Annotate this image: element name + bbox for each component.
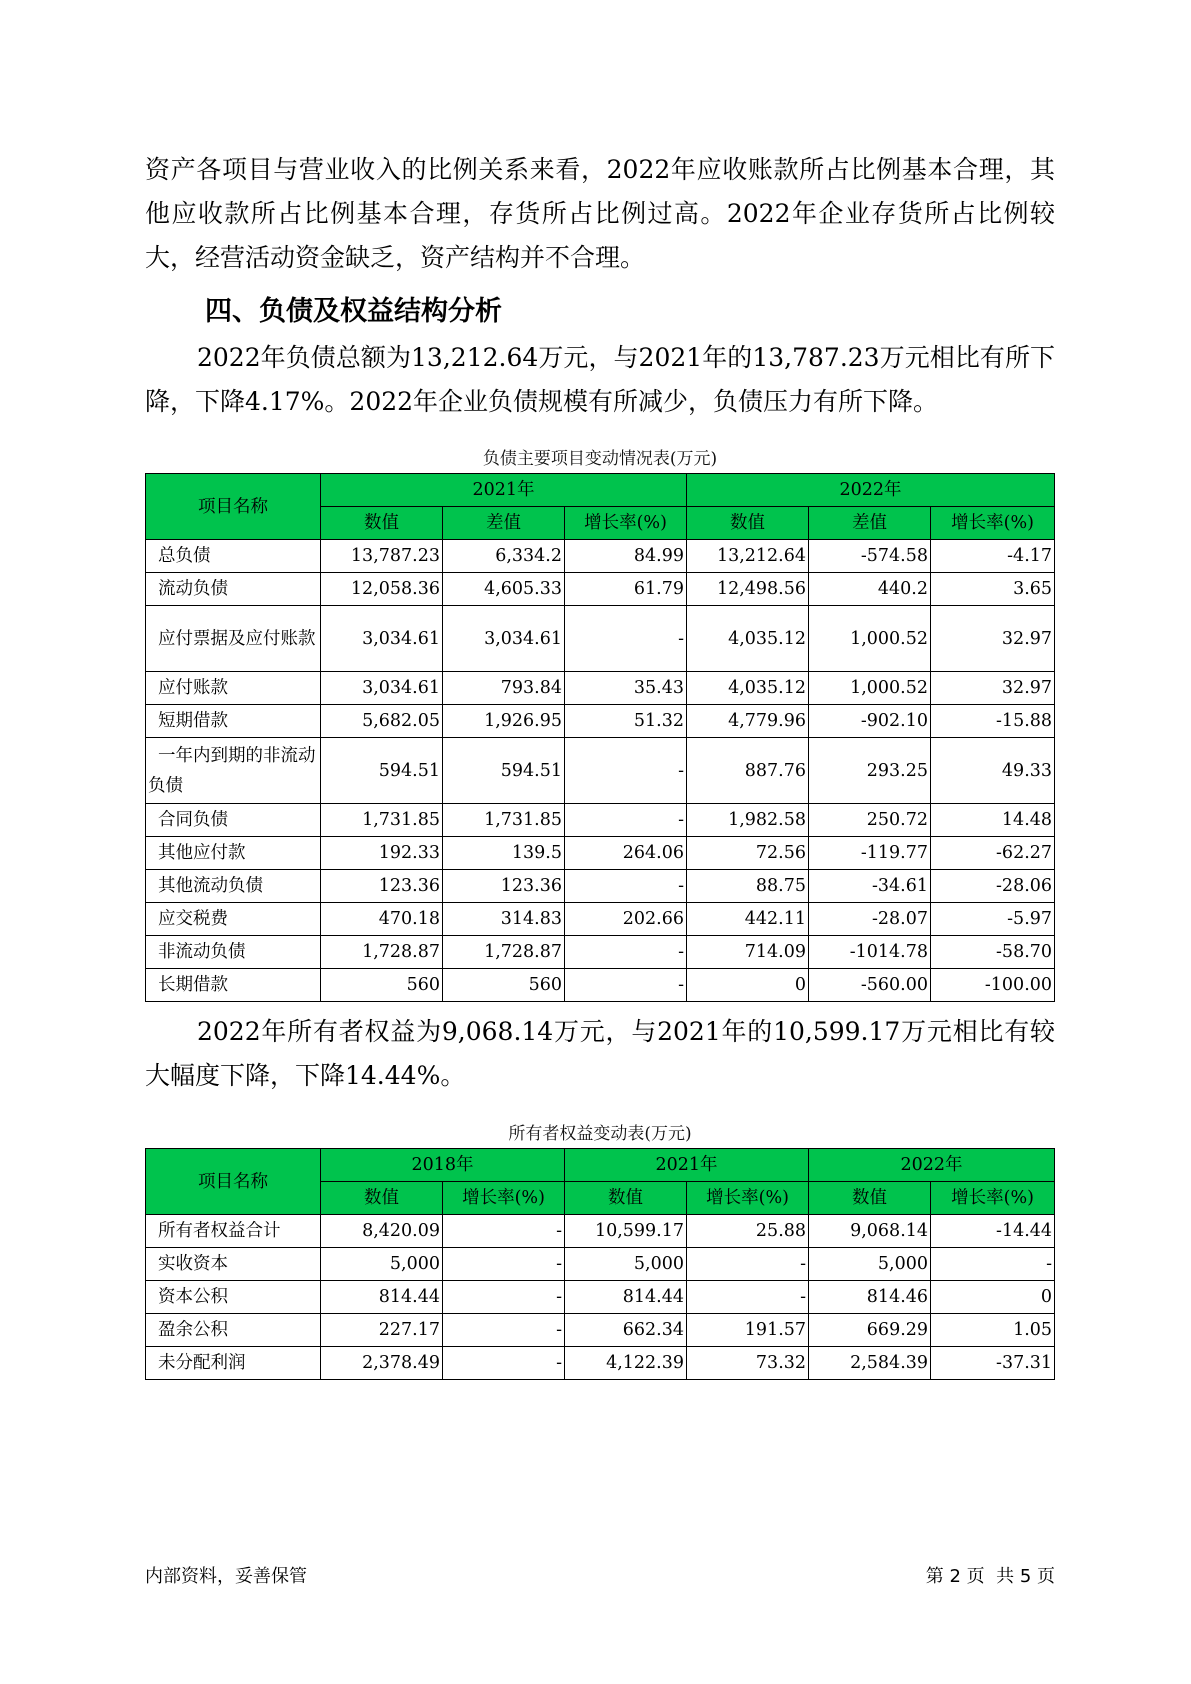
- row-label: 长期借款: [146, 969, 321, 1002]
- table-cell: 123.36: [321, 870, 443, 903]
- table-cell: 84.99: [565, 540, 687, 573]
- liability-table: [145, 473, 1055, 1002]
- table-cell: 14.48: [931, 804, 1055, 837]
- table-cell: 5,682.05: [321, 705, 443, 738]
- table-cell: 1,728.87: [443, 936, 565, 969]
- row-label: 一年内到期的非流动负债: [146, 738, 321, 804]
- header-year-2021: 2021年: [321, 474, 687, 507]
- table-cell: 814.44: [321, 1281, 443, 1314]
- section-heading-liability-equity: 四、负债及权益结构分析: [205, 296, 502, 327]
- table-cell: 73.32: [687, 1347, 809, 1380]
- table-cell: -4.17: [931, 540, 1055, 573]
- header-growth: 增长率(%): [931, 507, 1055, 540]
- header-growth: 增长率(%): [931, 1182, 1055, 1215]
- table-cell: 470.18: [321, 903, 443, 936]
- table-cell: 3.65: [931, 573, 1055, 606]
- table-cell: -560.00: [809, 969, 931, 1002]
- table-cell: -: [687, 1281, 809, 1314]
- table-cell: -58.70: [931, 936, 1055, 969]
- row-label: 应付票据及应付账款: [146, 606, 321, 672]
- row-label: 流动负债: [146, 573, 321, 606]
- table-cell: 793.84: [443, 672, 565, 705]
- table-cell: 440.2: [809, 573, 931, 606]
- header-value: 数值: [687, 507, 809, 540]
- table-cell: 814.44: [565, 1281, 687, 1314]
- header-item-name: 项目名称: [146, 1149, 321, 1215]
- table-cell: 1,982.58: [687, 804, 809, 837]
- table-cell: 49.33: [931, 738, 1055, 804]
- header-diff: 差值: [443, 507, 565, 540]
- table-cell: 61.79: [565, 573, 687, 606]
- table-row: [146, 804, 1055, 837]
- table-row: [146, 870, 1055, 903]
- header-value: 数值: [321, 507, 443, 540]
- table-row: [146, 606, 1055, 672]
- table-row: [146, 903, 1055, 936]
- table-cell: -: [443, 1314, 565, 1347]
- paragraph-liability-summary: 2022年负债总额为13,212.64万元，与2021年的13,787.23万元相比有所下降，下降4.17%。2022年企业负债规模有所减少，负债压力有所下降。: [145, 343, 1055, 416]
- row-label: 短期借款: [146, 705, 321, 738]
- table-cell: -: [687, 1248, 809, 1281]
- table-cell: -: [565, 936, 687, 969]
- table-cell: 51.32: [565, 705, 687, 738]
- table-cell: -: [565, 606, 687, 672]
- table-cell: 714.09: [687, 936, 809, 969]
- table-cell: 1.05: [931, 1314, 1055, 1347]
- table-cell: 88.75: [687, 870, 809, 903]
- table-cell: -5.97: [931, 903, 1055, 936]
- header-value: 数值: [809, 1182, 931, 1215]
- table-cell: 3,034.61: [321, 672, 443, 705]
- paragraph-asset-structure: 资产各项目与营业收入的比例关系来看，2022年应收账款所占比例基本合理，其他应收款所占比例基本合理，存货所占比例过高。2022年企业存货所占比例较大，经营活动资金缺乏，资产结构并不合理。: [145, 155, 1055, 272]
- row-label: 未分配利润: [146, 1347, 321, 1380]
- table-cell: -: [443, 1281, 565, 1314]
- table-cell: 264.06: [565, 837, 687, 870]
- table-cell: -1014.78: [809, 936, 931, 969]
- equity-table: [145, 1148, 1055, 1380]
- table-row: [146, 672, 1055, 705]
- table-row: [146, 837, 1055, 870]
- table-cell: 594.51: [443, 738, 565, 804]
- table-row: [146, 738, 1055, 804]
- table-cell: 4,035.12: [687, 606, 809, 672]
- table-cell: 123.36: [443, 870, 565, 903]
- table-cell: 192.33: [321, 837, 443, 870]
- table-cell: -: [443, 1248, 565, 1281]
- header-item-name: 项目名称: [146, 474, 321, 540]
- table-cell: 5,000: [809, 1248, 931, 1281]
- table-row: [146, 573, 1055, 606]
- table-cell: -: [931, 1248, 1055, 1281]
- paragraph-equity-summary: 2022年所有者权益为9,068.14万元，与2021年的10,599.17万元相比有较大幅度下降，下降14.44%。: [145, 1017, 1055, 1090]
- table-cell: 4,122.39: [565, 1347, 687, 1380]
- table-cell: 560: [321, 969, 443, 1002]
- table-cell: 12,058.36: [321, 573, 443, 606]
- row-label: 其他应付款: [146, 837, 321, 870]
- row-label: 盈余公积: [146, 1314, 321, 1347]
- table-cell: -100.00: [931, 969, 1055, 1002]
- table-cell: 1,728.87: [321, 936, 443, 969]
- table-row: [146, 1215, 1055, 1248]
- table-cell: 1,000.52: [809, 606, 931, 672]
- table-cell: 35.43: [565, 672, 687, 705]
- table2-caption: 所有者权益变动表(万元): [508, 1124, 692, 1144]
- row-label: 总负债: [146, 540, 321, 573]
- table-cell: -34.61: [809, 870, 931, 903]
- header-year-2022: 2022年: [687, 474, 1055, 507]
- row-label: 实收资本: [146, 1248, 321, 1281]
- header-growth: 增长率(%): [687, 1182, 809, 1215]
- table-cell: 3,034.61: [321, 606, 443, 672]
- table-cell: 32.97: [931, 606, 1055, 672]
- table-cell: 202.66: [565, 903, 687, 936]
- header-year-2022: 2022年: [809, 1149, 1055, 1182]
- table-cell: 10,599.17: [565, 1215, 687, 1248]
- table-cell: 1,926.95: [443, 705, 565, 738]
- table1-caption: 负债主要项目变动情况表(万元): [482, 449, 718, 469]
- table-cell: 25.88: [687, 1215, 809, 1248]
- table-cell: 2,584.39: [809, 1347, 931, 1380]
- table-cell: 442.11: [687, 903, 809, 936]
- table-cell: 227.17: [321, 1314, 443, 1347]
- footer-confidential-note: 内部资料，妥善保管: [145, 1566, 307, 1587]
- table-cell: 887.76: [687, 738, 809, 804]
- table-cell: -28.06: [931, 870, 1055, 903]
- table-cell: -902.10: [809, 705, 931, 738]
- table-cell: 12,498.56: [687, 573, 809, 606]
- table-cell: 293.25: [809, 738, 931, 804]
- header-growth: 增长率(%): [565, 507, 687, 540]
- table-cell: 2,378.49: [321, 1347, 443, 1380]
- table-cell: -119.77: [809, 837, 931, 870]
- header-year-2018: 2018年: [321, 1149, 565, 1182]
- table-cell: 5,000: [321, 1248, 443, 1281]
- table-cell: 250.72: [809, 804, 931, 837]
- table-cell: -: [565, 738, 687, 804]
- table-cell: 314.83: [443, 903, 565, 936]
- table-cell: 4,035.12: [687, 672, 809, 705]
- table-cell: -37.31: [931, 1347, 1055, 1380]
- footer-page-number: 第 2 页 共 5 页: [925, 1566, 1055, 1587]
- table-cell: 191.57: [687, 1314, 809, 1347]
- row-label: 合同负债: [146, 804, 321, 837]
- table-cell: 72.56: [687, 837, 809, 870]
- table-cell: 669.29: [809, 1314, 931, 1347]
- table-cell: 5,000: [565, 1248, 687, 1281]
- table-cell: 662.34: [565, 1314, 687, 1347]
- header-value: 数值: [565, 1182, 687, 1215]
- table-cell: 3,034.61: [443, 606, 565, 672]
- table-cell: -: [443, 1347, 565, 1380]
- table-cell: -574.58: [809, 540, 931, 573]
- table-cell: 9,068.14: [809, 1215, 931, 1248]
- table-cell: -: [565, 804, 687, 837]
- header-diff: 差值: [809, 507, 931, 540]
- table-cell: 4,605.33: [443, 573, 565, 606]
- table-row: [146, 1347, 1055, 1380]
- table-cell: -15.88: [931, 705, 1055, 738]
- table-cell: 594.51: [321, 738, 443, 804]
- table-cell: 6,334.2: [443, 540, 565, 573]
- table-row: [146, 1314, 1055, 1347]
- table-cell: 32.97: [931, 672, 1055, 705]
- table-cell: -28.07: [809, 903, 931, 936]
- table-cell: 139.5: [443, 837, 565, 870]
- table-cell: 13,787.23: [321, 540, 443, 573]
- table-row: [146, 1281, 1055, 1314]
- table-cell: 814.46: [809, 1281, 931, 1314]
- table-cell: 560: [443, 969, 565, 1002]
- table-row: [146, 1248, 1055, 1281]
- header-value: 数值: [321, 1182, 443, 1215]
- table-row: [146, 969, 1055, 1002]
- row-label: 应付账款: [146, 672, 321, 705]
- table-cell: 0: [687, 969, 809, 1002]
- table-cell: 0: [931, 1281, 1055, 1314]
- table-cell: -62.27: [931, 837, 1055, 870]
- table-row: [146, 936, 1055, 969]
- table-cell: 1,731.85: [443, 804, 565, 837]
- row-label: 应交税费: [146, 903, 321, 936]
- table-cell: -: [565, 969, 687, 1002]
- table-row: [146, 705, 1055, 738]
- row-label: 非流动负债: [146, 936, 321, 969]
- table-cell: -: [565, 870, 687, 903]
- table-cell: 1,000.52: [809, 672, 931, 705]
- row-label: 其他流动负债: [146, 870, 321, 903]
- header-growth: 增长率(%): [443, 1182, 565, 1215]
- table-cell: -: [443, 1215, 565, 1248]
- row-label: 资本公积: [146, 1281, 321, 1314]
- table-cell: -14.44: [931, 1215, 1055, 1248]
- header-year-2021: 2021年: [565, 1149, 809, 1182]
- table-cell: 4,779.96: [687, 705, 809, 738]
- table-cell: 1,731.85: [321, 804, 443, 837]
- table-row: [146, 540, 1055, 573]
- table-cell: 8,420.09: [321, 1215, 443, 1248]
- row-label: 所有者权益合计: [146, 1215, 321, 1248]
- table-cell: 13,212.64: [687, 540, 809, 573]
